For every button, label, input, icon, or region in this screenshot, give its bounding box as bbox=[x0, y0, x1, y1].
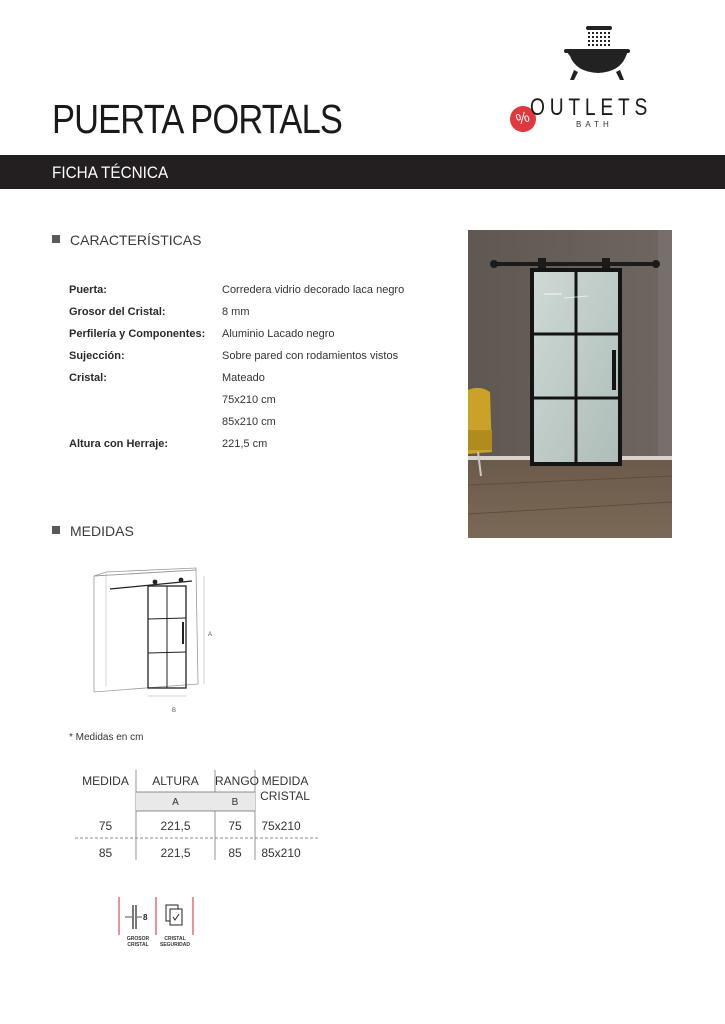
spec-value: Corredera vidrio decorado laca negro bbox=[222, 284, 405, 296]
spec-row bbox=[69, 411, 429, 433]
col-header-height: ALTURA bbox=[152, 774, 199, 788]
spec-row bbox=[69, 301, 429, 323]
glass-thickness-icon bbox=[125, 905, 148, 929]
spec-key: Cristal: bbox=[69, 372, 107, 384]
col-header-glass-measure-2: CRISTAL bbox=[260, 789, 310, 803]
dimension-a-label: A bbox=[208, 632, 213, 638]
spec-key: Perfilería y Componentes: bbox=[69, 328, 206, 340]
spec-key: Grosor del Cristal: bbox=[69, 306, 166, 318]
dimension-b-label: B bbox=[172, 708, 177, 714]
col-header-glass-measure: MEDIDA bbox=[261, 774, 309, 788]
bullet-square-icon bbox=[52, 235, 60, 243]
spec-row bbox=[69, 389, 429, 411]
table-cell: 85 bbox=[98, 846, 113, 860]
col-header-measure: MEDIDA bbox=[82, 774, 129, 788]
spec-key: Puerta: bbox=[69, 284, 107, 296]
table-cell: 221,5 bbox=[160, 846, 191, 860]
col-header-range: RANGO bbox=[215, 774, 260, 788]
safety-caption-1: CRISTAL bbox=[164, 936, 186, 942]
spec-value: 221,5 cm bbox=[222, 438, 268, 450]
thickness-value: 8 bbox=[143, 913, 148, 922]
spec-value: Mateado bbox=[222, 372, 265, 384]
safety-glass-icon bbox=[166, 905, 182, 925]
spec-key: Sujección: bbox=[69, 350, 125, 362]
door-technical-drawing bbox=[88, 562, 228, 722]
spec-row bbox=[69, 433, 429, 455]
brand-name: OUTLETS bbox=[530, 94, 653, 121]
spec-value: Aluminio Lacado negro bbox=[222, 328, 335, 340]
brand-logo bbox=[508, 20, 673, 140]
table-cell: 85 bbox=[228, 846, 242, 860]
measures-note: * Medidas en cm bbox=[69, 732, 144, 743]
brand-subtitle: BATH bbox=[576, 120, 613, 129]
thickness-caption-2: CRISTAL bbox=[127, 942, 149, 948]
spec-value: 8 mm bbox=[222, 306, 250, 318]
spec-value: 75x210 cm bbox=[222, 394, 276, 406]
bathtub-icon bbox=[508, 20, 673, 90]
spec-value: 85x210 cm bbox=[222, 416, 276, 428]
discount-badge: % bbox=[507, 103, 540, 136]
bar-label: FICHA TÉCNICA bbox=[52, 163, 169, 182]
spec-row bbox=[69, 323, 429, 345]
table-cell: 75 bbox=[98, 819, 113, 833]
page-title: PUERTA PORTALS bbox=[52, 96, 343, 142]
spec-value: Sobre pared con rodamientos vistos bbox=[222, 350, 399, 362]
bullet-square-icon bbox=[52, 526, 60, 534]
measures-heading bbox=[52, 523, 134, 539]
spec-list bbox=[69, 279, 429, 455]
characteristics-heading bbox=[52, 232, 201, 248]
table-cell: 75x210 bbox=[261, 819, 301, 833]
feature-icons-graphic bbox=[118, 895, 198, 937]
spec-key: Altura con Herraje: bbox=[69, 438, 169, 450]
characteristics-label: CARACTERÍSTICAS bbox=[70, 232, 202, 248]
table-cell: 75 bbox=[228, 819, 242, 833]
thickness-caption-1: GROSOR bbox=[126, 936, 150, 942]
safety-caption-2: SEGURIDAD bbox=[159, 942, 190, 948]
measures-label: MEDIDAS bbox=[70, 523, 134, 539]
door-diagram bbox=[88, 562, 228, 722]
section-bar bbox=[0, 155, 725, 189]
spec-row bbox=[69, 345, 429, 367]
sub-header-b: B bbox=[231, 797, 239, 808]
spec-row bbox=[69, 279, 429, 301]
feature-icons bbox=[118, 895, 198, 955]
product-photo bbox=[468, 230, 672, 538]
table-cell: 221,5 bbox=[160, 819, 191, 833]
spec-row bbox=[69, 367, 429, 389]
table-cell: 85x210 bbox=[261, 846, 301, 860]
sub-header-a: A bbox=[172, 797, 179, 808]
